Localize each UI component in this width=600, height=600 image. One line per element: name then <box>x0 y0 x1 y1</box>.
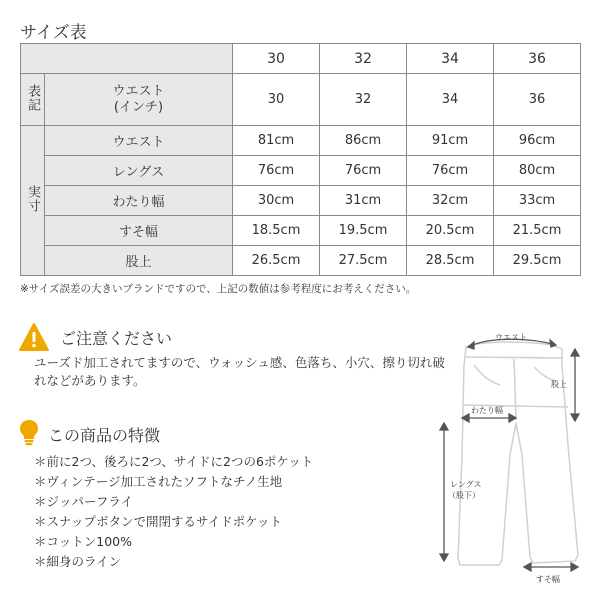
warning-icon <box>18 322 50 352</box>
table-cell: 28.5cm <box>407 246 494 276</box>
size-note: ※サイズ誤差の大きいブランドですので、上記の数値は参考程度にお考えください。 <box>20 283 417 295</box>
row-label: 股上 <box>45 246 233 276</box>
row-label: ウエスト (インチ) <box>45 74 233 126</box>
size-header-cell: 36 <box>494 44 581 74</box>
features-list <box>34 452 313 572</box>
size-header-cell: 34 <box>407 44 494 74</box>
pants-illustration <box>458 342 578 565</box>
features-heading: この商品の特徴 <box>48 426 161 445</box>
table-row <box>21 126 581 156</box>
table-cell: 76cm <box>407 156 494 186</box>
table-cell: 19.5cm <box>320 216 407 246</box>
list-item: ＊前に2つ、後ろに2つ、サイドに2つの6ポケット <box>34 454 314 469</box>
group-label-act: 実寸 <box>21 126 45 276</box>
table-cell: 33cm <box>494 186 581 216</box>
size-table <box>20 43 581 276</box>
caution-heading: ご注意ください <box>60 329 173 348</box>
row-label: すそ幅 <box>45 216 233 246</box>
table-cell: 32cm <box>407 186 494 216</box>
caution-text: ユーズド加工されてますので、ウォッシュ感、色落ち、小穴、擦り切れ破れなどがあります。 <box>34 355 445 388</box>
group-label-rep: 表記 <box>21 74 45 126</box>
table-row <box>21 156 581 186</box>
table-cell: 81cm <box>233 126 320 156</box>
table-cell: 91cm <box>407 126 494 156</box>
table-row <box>21 74 581 126</box>
row-label: わたり幅 <box>45 186 233 216</box>
table-cell: 31cm <box>320 186 407 216</box>
table-cell: 76cm <box>320 156 407 186</box>
waist-label: ウエスト <box>495 333 527 342</box>
list-item: ＊ヴィンテージ加工されたソフトなチノ生地 <box>34 474 283 489</box>
table-cell: 30cm <box>233 186 320 216</box>
page-title: サイズ表 <box>20 23 87 43</box>
table-cell: 26.5cm <box>233 246 320 276</box>
list-item: ＊コットン100% <box>34 534 132 549</box>
table-cell: 76cm <box>233 156 320 186</box>
pants-measurement-diagram <box>438 325 590 590</box>
list-item: ＊ジッパーフライ <box>34 494 134 509</box>
table-cell: 34 <box>407 74 494 126</box>
thigh-label: わたり幅 <box>471 406 503 415</box>
table-cell: 30 <box>233 74 320 126</box>
header-blank-cell <box>21 44 233 74</box>
table-cell: 86cm <box>320 126 407 156</box>
row-label: ウエスト <box>45 126 233 156</box>
row-label: レングス <box>45 156 233 186</box>
table-cell: 29.5cm <box>494 246 581 276</box>
list-item: ＊細身のライン <box>34 554 122 569</box>
table-cell: 21.5cm <box>494 216 581 246</box>
table-row <box>21 246 581 276</box>
table-row <box>21 216 581 246</box>
size-header-row <box>21 44 581 74</box>
size-header-cell: 32 <box>320 44 407 74</box>
length-label: レングス <box>450 480 482 489</box>
lightbulb-icon <box>18 418 40 448</box>
list-item: ＊スナップボタンで開閉するサイドポケット <box>34 514 283 529</box>
table-cell: 18.5cm <box>233 216 320 246</box>
size-header-cell: 30 <box>233 44 320 74</box>
length-sub-label: （股下） <box>448 491 480 500</box>
table-cell: 27.5cm <box>320 246 407 276</box>
table-row <box>21 186 581 216</box>
table-cell: 96cm <box>494 126 581 156</box>
table-cell: 36 <box>494 74 581 126</box>
table-cell: 32 <box>320 74 407 126</box>
table-cell: 20.5cm <box>407 216 494 246</box>
hem-label: すそ幅 <box>536 575 560 584</box>
table-cell: 80cm <box>494 156 581 186</box>
rise-label: 股上 <box>551 380 567 389</box>
